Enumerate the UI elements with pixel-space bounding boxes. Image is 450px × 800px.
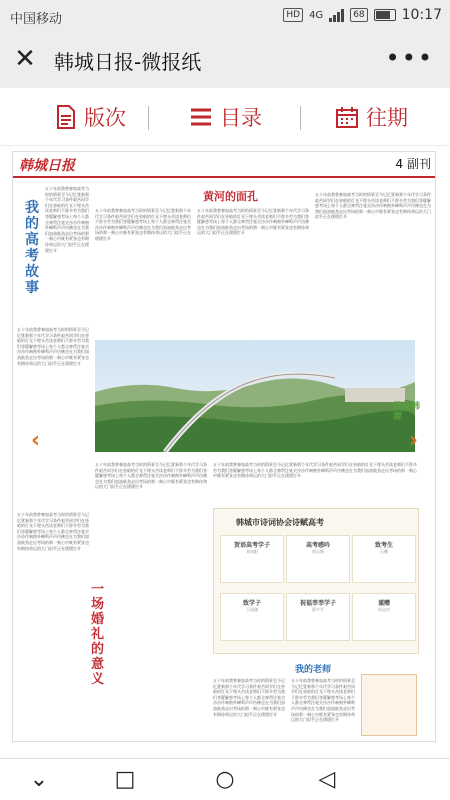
status-bar <box>0 0 450 32</box>
calendar-icon <box>336 106 358 128</box>
carrier-label: 中国移动 <box>10 12 63 27</box>
headline-wedding: 一场婚礼的意义 <box>91 582 105 687</box>
article-column: 五十年前我曾参加高考当时的情景至今记忆犹新那个年代学习条件艰苦同学们在昏暗的灯光下埋头苦读老师们不辞辛劳为我们答疑解惑考场上每个人都全神贯注笔尖沙沙作响窗外蝉鸣声声仿佛也在为我们加油鼓劲走出考场的那一刻心中既有紧张也有期待命运的大门似乎正在缓缓打开 <box>45 186 89 253</box>
paper-logo: 韩城日报 <box>19 158 75 174</box>
article-column: 五十年前我曾参加高考当时的情景至今记忆犹新那个年代学习条件艰苦同学们在昏暗的灯光下埋头苦读老师们不辞辛劳为我们答疑解惑考场上每个人都全神贯注笔尖沙沙作响窗外蝉鸣声声仿佛也在为我们加油鼓劲走出考场的那一刻心中既有紧张也有期待命运的大门似乎正在缓缓打开 <box>95 462 207 490</box>
nav-archive-label: 往期 <box>366 106 408 130</box>
document-icon <box>56 105 76 129</box>
square-icon[interactable]: □ <box>114 767 136 792</box>
photo-illustration <box>95 340 415 452</box>
poem-card: 高考感吟 贾自新 <box>286 535 350 583</box>
article-column: 五十年前我曾参加高考当时的情景至今记忆犹新那个年代学习条件艰苦同学们在昏暗的灯光下埋头苦读老师们不辞辛劳为我们答疑解惑考场上每个人都全神贯注笔尖沙沙作响窗外蝉鸣声声仿佛也在为我们加油鼓劲走出考场的那一刻心中既有紧张也有期待命运的大门似乎正在缓缓打开 <box>17 512 89 551</box>
poem-card: 致考生 石鹏 <box>352 535 416 583</box>
back-triangle-icon[interactable]: ◁ <box>318 767 336 792</box>
headline-gaokao: 我的高考故事 <box>25 200 39 296</box>
more-icon[interactable]: ••• <box>385 44 434 72</box>
home-circle-icon[interactable]: ○ <box>215 767 235 792</box>
system-nav-bar <box>0 758 450 800</box>
teacher-illustration <box>361 674 417 736</box>
article-column: 五十年前我曾参加高考当时的情景至今记忆犹新那个年代学习条件艰苦同学们在昏暗的灯光下埋头苦读老师们不辞辛劳为我们答疑解惑考场上每个人都全神贯注笔尖沙沙作响窗外蝉鸣声声仿佛也在为我们加油鼓劲走出考场的那一刻心中既有紧张也有期待命运的大门似乎正在缓缓打开 <box>17 327 89 366</box>
poem-card: 致学子 王国谦 <box>220 593 284 641</box>
next-page-arrow[interactable]: › <box>409 428 419 453</box>
page-title: 韩城日报-微报纸 <box>54 50 202 74</box>
masthead <box>13 152 436 178</box>
article-column: 五十年前我曾参加高考当时的情景至今记忆犹新那个年代学习条件艰苦同学们在昏暗的灯光下埋头苦读老师们不辞辛劳为我们答疑解惑考场上每个人都全神贯注笔尖沙沙作响窗外蝉鸣声声仿佛也在为我们加油鼓劲走出考场的那一刻心中既有紧张也有期待命运的大门似乎正在缓缓打开 <box>213 462 417 479</box>
close-icon[interactable]: ✕ <box>14 44 36 74</box>
article-column: 五十年前我曾参加高考当时的情景至今记忆犹新那个年代学习条件艰苦同学们在昏暗的灯光下埋头苦读老师们不辞辛劳为我们答疑解惑考场上每个人都全神贯注笔尖沙沙作响窗外蝉鸣声声仿佛也在为我们加油鼓劲走出考场的那一刻心中既有紧张也有期待命运的大门似乎正在缓缓打开 <box>291 678 355 723</box>
nav-archive-button[interactable] <box>336 102 408 132</box>
edition-label: 4 副刊 <box>395 157 431 171</box>
poem-section-title: 韩城市诗词协会诗赋高考 <box>236 518 324 527</box>
title-bar <box>0 32 450 88</box>
list-icon <box>190 107 212 127</box>
chevron-down-icon[interactable]: ⌄ <box>29 767 49 792</box>
nav-edition-button[interactable] <box>56 102 126 132</box>
nav-divider <box>300 106 301 130</box>
headline-my-teacher: 我的老师 <box>295 665 332 675</box>
hd-badge: HD <box>283 8 303 22</box>
poem-section <box>213 508 419 654</box>
article-column: 五十年前我曾参加高考当时的情景至今记忆犹新那个年代学习条件艰苦同学们在昏暗的灯光下埋头苦读老师们不辞辛劳为我们答疑解惑考场上每个人都全神贯注笔尖沙沙作响窗外蝉鸣声声仿佛也在为我们加油鼓劲走出考场的那一刻心中既有紧张也有期待命运的大门似乎正在缓缓打开 <box>315 192 431 220</box>
battery-level: 68 <box>350 8 367 22</box>
signal-icon <box>329 8 344 22</box>
photo-caption: 绿染韩塬 <box>393 402 421 422</box>
nav-toc-label: 目录 <box>220 106 262 130</box>
article-column: 五十年前我曾参加高考当时的情景至今记忆犹新那个年代学习条件艰苦同学们在昏暗的灯光下埋头苦读老师们不辞辛劳为我们答疑解惑考场上每个人都全神贯注笔尖沙沙作响窗外蝉鸣声声仿佛也在为我们加油鼓劲走出考场的那一刻心中既有紧张也有期待命运的大门似乎正在缓缓打开 <box>197 208 309 236</box>
nav-edition-label: 版次 <box>84 106 126 130</box>
poem-card: 贺语高考学子 刘向阳 <box>220 535 284 583</box>
poem-card: 谨赠 周志庆 <box>352 593 416 641</box>
nav-divider <box>148 106 149 130</box>
previous-page-arrow[interactable]: ‹ <box>31 428 41 453</box>
landscape-photo[interactable] <box>95 340 415 452</box>
paper-nav <box>0 88 450 146</box>
battery-icon <box>374 9 396 21</box>
headline-yellow-river: 黄河的面孔 <box>203 190 258 203</box>
nav-toc-button[interactable] <box>190 102 262 132</box>
poem-card: 祝福莘莘学子 薛少平 <box>286 593 350 641</box>
network-label: 4G <box>309 9 324 21</box>
newspaper-page[interactable] <box>12 151 436 742</box>
clock: 10:17 <box>401 7 442 23</box>
article-column: 五十年前我曾参加高考当时的情景至今记忆犹新那个年代学习条件艰苦同学们在昏暗的灯光下埋头苦读老师们不辞辛劳为我们答疑解惑考场上每个人都全神贯注笔尖沙沙作响窗外蝉鸣声声仿佛也在为我们加油鼓劲走出考场的那一刻心中既有紧张也有期待命运的大门似乎正在缓缓打开 <box>213 678 285 717</box>
article-column: 五十年前我曾参加高考当时的情景至今记忆犹新那个年代学习条件艰苦同学们在昏暗的灯光下埋头苦读老师们不辞辛劳为我们答疑解惑考场上每个人都全神贯注笔尖沙沙作响窗外蝉鸣声声仿佛也在为我们加油鼓劲走出考场的那一刻心中既有紧张也有期待命运的大门似乎正在缓缓打开 <box>95 208 191 241</box>
